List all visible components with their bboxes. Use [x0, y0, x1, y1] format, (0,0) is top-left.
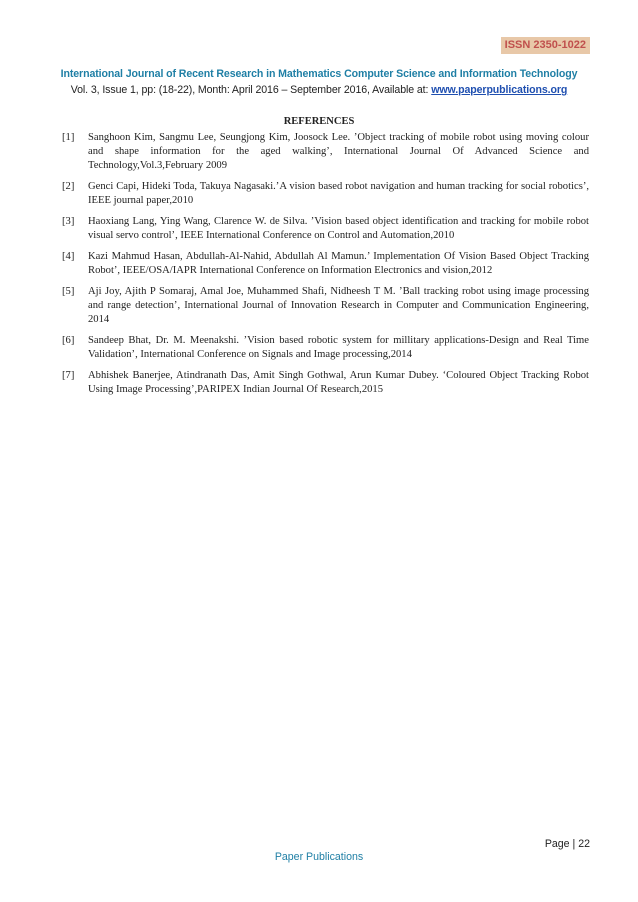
journal-website-link[interactable]: www.paperpublications.org [431, 84, 568, 96]
reference-item [62, 215, 589, 243]
reference-text: Genci Capi, Hideki Toda, Takuya Nagasaki.’A vision based robot navigation and human tracking for social robotics’, IEEE journal paper,2010 [88, 181, 589, 206]
reference-item [62, 334, 589, 362]
reference-text: Sanghoon Kim, Sangmu Lee, Seungjong Kim, Joosock Lee. ’Object tracking of mobile robot using moving colour and shape information for the aged walking’, International Journal Of Advanced Science and Technology,Vol.3,February 2009 [88, 132, 589, 171]
reference-item [62, 180, 589, 208]
page-number: Page | 22 [544, 838, 590, 850]
journal-issue-info: Vol. 3, Issue 1, pp: (18-22), Month: April 2016 – September 2016, Available at: [70, 84, 432, 96]
reference-text: Haoxiang Lang, Ying Wang, Clarence W. de Silva. ’Vision based object identification and tracking for mobile robot visual servo control’, IEEE International Conference on Control and Automation,2010 [88, 216, 589, 241]
reference-text: Kazi Mahmud Hasan, Abdullah-Al-Nahid, Abdullah Al Mamun.’ Implementation Of Vision Based Object Tracking Robot’, IEEE/OSA/IAPR International Conference on Information Electronics and vision,2012 [88, 251, 589, 276]
reference-item [62, 369, 589, 397]
journal-subtitle [0, 84, 638, 96]
reference-item [62, 131, 589, 173]
reference-number: [5] [62, 286, 75, 297]
reference-number: [4] [62, 251, 75, 262]
reference-number: [2] [62, 181, 75, 192]
reference-text: Sandeep Bhat, Dr. M. Meenakshi. ’Vision based robotic system for millitary applications-Design and Real Time Validation’, International Conference on Signals and Image processing,2014 [88, 335, 589, 360]
references-list [62, 131, 589, 404]
reference-text: Abhishek Banerjee, Atindranath Das, Amit Singh Gothwal, Arun Kumar Dubey. ‘Coloured Object Tracking Robot Using Image Processing’,PARIPEX Indian Journal Of Research,2015 [88, 370, 589, 395]
issn-badge: ISSN 2350-1022 [501, 37, 590, 54]
references-heading: REFERENCES [283, 116, 355, 127]
journal-title: International Journal of Recent Research in Mathematics Computer Science and Information Technology [60, 68, 578, 80]
reference-item [62, 285, 589, 327]
reference-item [62, 250, 589, 278]
reference-number: [1] [62, 132, 75, 143]
reference-number: [3] [62, 216, 75, 227]
reference-number: [6] [62, 335, 75, 346]
reference-number: [7] [62, 370, 75, 381]
reference-text: Aji Joy, Ajith P Somaraj, Amal Joe, Muhammed Shafi, Nidheesh T M. ’Ball tracking robot using image processing and range detection’, International Journal of Innovation Research in Computer and Communication Engineering, 2014 [88, 286, 589, 325]
publisher-footer: Paper Publications [274, 851, 364, 863]
